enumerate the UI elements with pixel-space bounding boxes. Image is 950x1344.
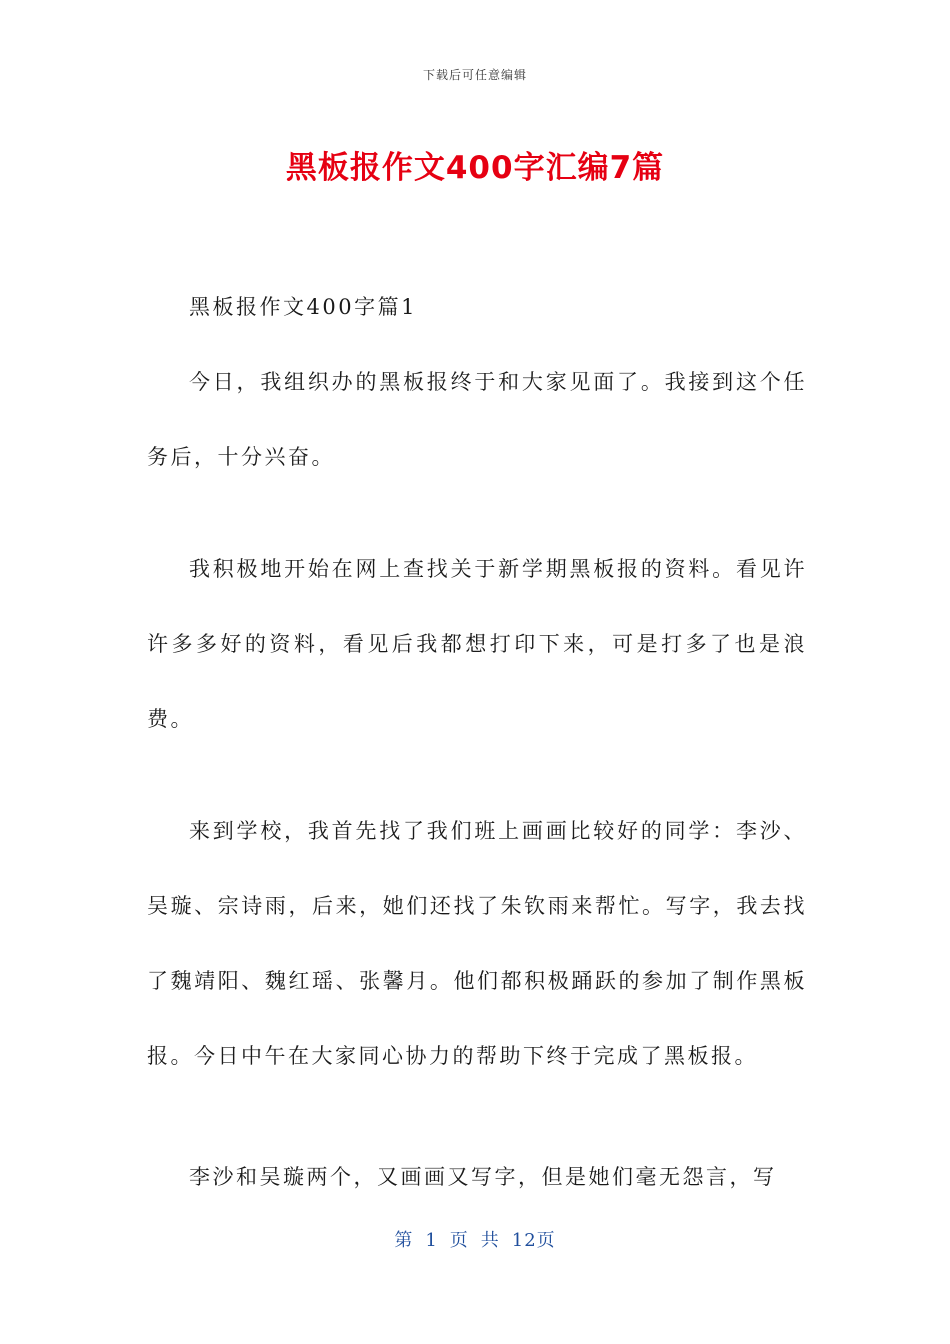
- footer-total-word: 共: [480, 1230, 500, 1251]
- footer-page-word: 页: [449, 1230, 469, 1251]
- paragraph-2: 我积极地开始在网上查找关于新学期黑板报的资料。看见许许多多好的资料，看见后我都想打印下来，可是打多了也是浪费。: [147, 557, 807, 731]
- paragraph-1: 今日，我组织办的黑板报终于和大家见面了。我接到这个任务后，十分兴奋。: [147, 370, 807, 469]
- section-heading: 黑板报作文400字篇1: [189, 295, 417, 319]
- paragraph-4: 李沙和吴璇两个，又画画又写字，但是她们毫无怨言，写: [189, 1165, 777, 1189]
- footer-current-page: 1: [425, 1230, 438, 1251]
- footer-total-pages: 12页: [511, 1230, 556, 1251]
- footer-prefix: 第: [394, 1230, 414, 1251]
- document-body: [147, 270, 807, 1252]
- header-note: 下载后可任意编辑: [422, 68, 527, 82]
- paragraph-3: 来到学校，我首先找了我们班上画画比较好的同学：李沙、吴璇、宗诗雨，后来，她们还找了朱钦雨来帮忙。写字，我去找了魏靖阳、魏红瑶、张馨月。他们都积极踊跃的参加了制作黑板报。今日中午在大家同心协力的帮助下终于完成了黑板报。: [147, 819, 807, 1068]
- page-footer: [0, 1226, 950, 1252]
- document-title: 黑板报作文400字汇编7篇: [285, 150, 665, 186]
